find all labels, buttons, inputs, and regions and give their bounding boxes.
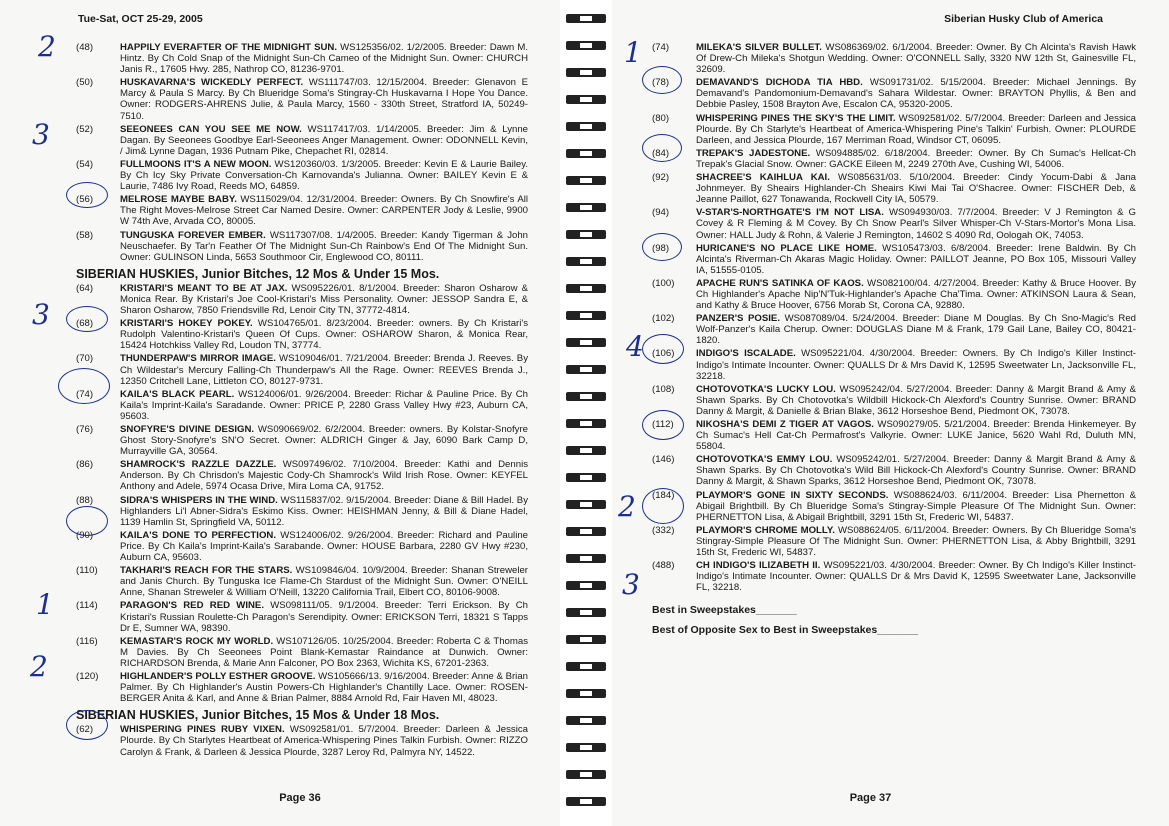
entry-text (696, 77, 1136, 110)
entry-text (120, 530, 528, 563)
binding-coil (566, 770, 606, 779)
binding-coil (566, 338, 606, 347)
dog-name: APACHE RUN'S SATINKA OF KAOS. (696, 277, 864, 289)
binding-coil (566, 122, 606, 131)
binding-coil (566, 743, 606, 752)
entry-text (696, 243, 1136, 276)
ink-circle (642, 488, 684, 524)
handwritten-mark: 3 (32, 298, 50, 331)
section-heading-15-18: SIBERIAN HUSKIES, Junior Bitches, 15 Mos & Under 18 Mos. (76, 708, 440, 723)
catalog-entry (652, 148, 1136, 170)
catalog-entry (652, 207, 1136, 240)
entry-details: WS097496/02. 7/10/2004. Breeder: Kathi and Dennis Anderson. By Ch Chrisdon's Majestic Cody-Ch Shamrock's Wild Irish Rose. Owner: KEYFEL Anthony and Adele, 5974 Ocasa Drive, Mira Loma CA, 91752. (120, 459, 528, 493)
entry-list-12-15 (76, 283, 528, 704)
entry-text (120, 724, 528, 757)
entry-text (120, 318, 528, 351)
entry-details: WS124006/02. 9/26/2004. Breeder: Richard and Pauline Price. By Ch Kaila's Imprint-Kaila's Sarabande. Owner: HOUSE Barbara, 2280 GV Hwy #230, Auburn CA, 95603. (120, 529, 528, 564)
entry-text (696, 490, 1136, 523)
entry-number: (184) (652, 489, 675, 501)
catalog-entry (76, 530, 528, 563)
spiral-binding (560, 0, 612, 826)
dog-name: PANZER'S POSIE. (696, 313, 780, 325)
entry-text (696, 313, 1136, 346)
entry-details: WS098111/05. 9/1/2004. Breeder: Terri Erickson. By Ch Kristari's Russian Roulette-Ch Paragon's Serendipity. Owner: ERICKSON Terri, 18321 S Tapps Dr E, Sumner WA, 98390. (120, 600, 528, 634)
entry-details: WS105666/13. 9/16/2004. Breeder: Anne & Brian Palmer. By Ch Highlander's Austin Powers-Ch Highlander's Chantilly Lace. Owner: ROSEN-BERGER Anita & Karl, and Anne & Brian Palmer, 8884 Arnold Rd, Fair Haven MI, 48023. (120, 670, 528, 705)
entry-details: WS092581/01. 5/7/2004. Breeder: Darleen & Jessica Plourde. By Ch Starlytes Heartbeat of America-Whispering Pines Talkin Furbish. Owner: RIZZO Carolyn & Frank, & Darleen & Jessica Plourde, 3287 Leroy Rd, Palmyra NY, 14522. (120, 724, 528, 758)
binding-coil (566, 419, 606, 428)
entry-text (696, 113, 1136, 146)
dog-name: PARAGON'S RED RED WINE. (120, 600, 264, 612)
entry-text (120, 459, 528, 492)
dog-name: PLAYMOR'S GONE IN SIXTY SECONDS. (696, 489, 889, 501)
entry-details: WS107126/05. 10/25/2004. Breeder: Roberta C & Thomas M Davies. By Ch Seeonees Point Blank-Kemastar Raindance at Dunwich. Owner: RICHARDSON Brenda, & Marie Ann Falconer, PO Box 2363, Wichita KS, 67201-2363. (120, 635, 528, 669)
handwritten-mark: 1 (624, 36, 642, 69)
binding-coil (566, 446, 606, 455)
entry-text (696, 560, 1136, 593)
entry-text (696, 454, 1136, 487)
entry-number: (116) (76, 635, 98, 647)
entry-number: (62) (76, 724, 94, 736)
binding-coil (566, 797, 606, 806)
catalog-entry (652, 278, 1136, 311)
binding-coil (566, 392, 606, 401)
dog-name: MILEKA'S SILVER BULLET. (696, 42, 822, 53)
entry-details: WS088624/03. 6/11/2004. Breeder: Lisa Phernetton & Abigail Brightbill. By Ch Blueridge Soma's Stingray-Simple Pleasure Of The Midnight Sun. Owner: PHERNETTON Lisa, & Abigail Brightbill, 3291 15th St, Frederic WI, 54837. (696, 489, 1136, 523)
dog-name: NIKOSHA'S DEMI Z TIGER AT VAGOS. (696, 419, 874, 430)
entry-details: WS082100/04. 4/27/2004. Breeder: Kathy & Bruce Hoover. By Ch Highlander's Apache Nip'N'Tuk-Highlander's Apache Cha'Tima. Owner: ATKINSON Laura & Sean, and Kathy & Bruce Hoover, 6756 Morab St, Corona CA, 92880. (696, 277, 1137, 312)
entry-details: WS090279/05. 5/21/2004. Breeder: Brenda Hinkemeyer. By Ch Sumac's Hell Cat-Ch Permafrost's Valkyrie. Owner: LUKE Janice, 5620 Wahl Rd, Duluth MN, 55804. (696, 419, 1136, 453)
entry-number: (52) (76, 123, 94, 135)
entry-number: (88) (76, 494, 94, 506)
entry-details: WS111747/03. 12/15/2004. Breeder: Glenavon E Marcy & Paula S Marcy. By Ch Blueridge Soma's Stingray-Ch Huskavarna I Hope You Dance. Owner: RODGERS-AHRENS Julie, & Paula Marcy, 1560 - 330th Street, Stratford IA, 50249-7510. (120, 77, 528, 122)
entry-text (120, 77, 528, 121)
entry-number: (74) (652, 42, 670, 53)
entry-number: (112) (652, 419, 674, 430)
dog-name: FULLMOONS IT'S A NEW MOON. (120, 158, 272, 170)
catalog-entry (652, 384, 1136, 417)
dog-name: TAKHARI'S REACH FOR THE STARS. (120, 565, 293, 577)
dog-name: THUNDERPAW'S MIRROR IMAGE. (120, 353, 276, 365)
handwritten-mark: 2 (30, 650, 48, 683)
entry-details: WS095221/03. 4/30/2004. Breeder: Owner. By Ch Indigo's Killer Instinct-Indigo's Intimate Incounter. Owner: QUALLS Dr & Mrs David K, 12595 Sweetwater Lane, Jacksonville FL, 32218. (696, 560, 1136, 594)
catalog-entry (76, 724, 528, 757)
catalog-entry (652, 560, 1136, 593)
catalog-entry (652, 77, 1136, 110)
catalog-page-right (612, 0, 1169, 826)
entry-text (120, 159, 528, 192)
catalog-entry (76, 600, 528, 633)
entry-text (696, 172, 1136, 205)
section-heading-12-15: SIBERIAN HUSKIES, Junior Bitches, 12 Mos & Under 15 Mos. (76, 266, 440, 281)
entry-number: (120) (76, 670, 99, 682)
catalog-entry (76, 318, 528, 351)
binding-coil (566, 716, 606, 725)
entry-text (120, 495, 528, 528)
entry-details: WS087089/04. 5/24/2004. Breeder: Diane M Douglas. By Ch Sno-Magic's Red Wolf-Panzer's Kaila Cherup. Owner: DOUGLAS Diane M & Frank, 179 Gail Lane, Bailey CO, 80421-1820. (696, 313, 1136, 347)
page-number-left: Page 36 (279, 792, 321, 804)
entry-text (696, 207, 1136, 240)
entry-details: WS109046/01. 7/21/2004. Breeder: Brenda J. Reeves. By Ch Wildestar's Mercury Falling-Ch Thunderpaw's All the Rage. Owner: REEVES Brenda J., 12350 Critchell Lane, Littleton CO, 80127-9731. (120, 353, 528, 387)
entry-number: (64) (76, 282, 94, 294)
binding-coil (566, 554, 606, 563)
entries-column-left (76, 42, 528, 760)
entry-text (696, 384, 1136, 417)
entry-details: WS095242/01. 5/27/2004. Breeder: Danny & Margit Brand & Amy & Shawn Sparks. By Ch Chotovotka's Wild Bill Hickock-Ch Alexford's Country Sunrise. Owner: BRAND Danny & Margit, & Shawn Sparks, 3612 Horseshoe Bend, Piedmont OK, 73078. (696, 454, 1137, 488)
best-in-sweepstakes-line: Best in Sweepstakes_______ (652, 604, 797, 617)
entry-text (120, 283, 528, 316)
entry-details: WS109846/04. 10/9/2004. Breeder: Shanan Streweler and Janis Church. By Tunguska Ice Flame-Ch Stardust of the Midnight Sun. Owner: O'NEILL Anne, Shanan Streweler & William O'Neill, 13220 California Trail, Elbert CO, 80106-9008. (120, 565, 528, 599)
entry-number: (94) (652, 207, 670, 219)
handwritten-mark: 1 (36, 588, 54, 621)
dog-name: SHACREE'S KAIHLUA KAI. (696, 172, 830, 184)
binding-coil (566, 14, 606, 23)
dog-name: KRISTARI'S MEANT TO BE AT JAX. (120, 282, 288, 294)
entry-details: WS090669/02. 6/2/2004. Breeder: owners. By Kolstar-Snofyre Ghost Story-Snofyre's SN'O Secret. Owner: ALDRICH Ginger & Jay, 6090 Bark Camp D, Murrayville GA, 30564. (120, 424, 528, 458)
entry-text (120, 424, 528, 457)
entry-text (120, 42, 528, 75)
binding-coil (566, 365, 606, 374)
handwritten-mark: 2 (38, 30, 56, 63)
ink-circle (66, 506, 108, 536)
entry-details: WS105473/03. 6/8/2004. Breeder: Irene Baldwin. By Ch Alcinta's Riverman-Ch Akaras Magic Holiday. Owner: PAILLOT Jeanne, PO Box 105, Missouri Valley IA, 51555-0105. (696, 242, 1137, 276)
catalog-page-left (0, 0, 560, 826)
handwritten-mark: 3 (32, 118, 50, 151)
ink-circle (642, 233, 682, 261)
dog-name: HIGHLANDER'S POLLY ESTHER GROOVE. (120, 670, 316, 682)
binding-coil (566, 176, 606, 185)
entry-number: (146) (652, 454, 675, 466)
dog-name: CHOTOVOTKA'S EMMY LOU. (696, 454, 833, 466)
page-header-date: Tue-Sat, OCT 25-29, 2005 (78, 13, 203, 25)
dog-name: SHAMROCK'S RAZZLE DAZZLE. (120, 459, 277, 471)
entry-details: WS092581/02. 5/7/2004. Breeder: Darleen and Jessica Plourde. By Ch Starlyte's Heartbeat of America-Whispering Pine's Talkin' Furbish. Owner: PLOURDE Darleen, and Jessica Plourde, 167 Merriman Road, Windsor CT, 06095. (696, 112, 1137, 146)
catalog-entry (652, 42, 1136, 75)
entry-number: (488) (652, 560, 675, 572)
dog-name: V-STAR'S-NORTHGATE'S I'M NOT LISA. (696, 207, 884, 219)
dog-name: KRISTARI'S HOKEY POKEY. (120, 318, 253, 330)
entry-text (120, 600, 528, 633)
entry-number: (100) (652, 277, 675, 289)
entry-text (120, 636, 528, 669)
entry-list-right (652, 42, 1136, 593)
catalog-entry (76, 353, 528, 386)
entry-number: (74) (76, 388, 94, 400)
binding-coil (566, 95, 606, 104)
catalog-entry (652, 454, 1136, 487)
binding-coil (566, 284, 606, 293)
entry-list-adult (76, 42, 528, 263)
entry-number: (76) (76, 424, 94, 435)
binding-coil (566, 689, 606, 698)
entry-details: WS115029/04. 12/31/2004. Breeder: Owners. By Ch Snowfire's All The Right Moves-Melrose Street Car Named Desire. Owner: CARPENTER Jody & Leslie, 9900 W 74th Ave, Arvada CO, 80005. (120, 194, 528, 228)
entry-details: WS115837/02. 9/15/2004. Breeder: Diane & Bill Hadel. By Highlanders Li'l Abner-Sidra's Eskimo Kiss. Owner: HEISHMAN Jenny, & Bill & Diane Hadel, 1139 Hamlin St, Springfield VA, 50112. (120, 494, 528, 528)
binding-coil (566, 608, 606, 617)
catalog-entry (76, 389, 528, 422)
entry-details: WS085631/03. 5/10/2004. Breeder: Cindy Yocum-Dabi & Jana Johnmeyer. By Sheairs Highlander-Ch Sheairs Kiwi Mai Tai O'Shacree. Owner: FISCHER Deb, & Jeanne Paillot, 627 Tonawanda, Rockwell City IA, 50579. (696, 172, 1136, 206)
catalog-entry (76, 230, 528, 263)
entry-details: WS125356/02. 1/2/2005. Breeder: Dawn M. Hintz. By Ch Cold Snap of the Midnight Sun-Ch Cameo of the Midnight Sun. Owner: CHURCH Janis R., 17605 Hwy. 285, Nathrop CO, 81236-9701. (120, 42, 528, 76)
entry-text (696, 525, 1136, 558)
catalog-entry (652, 348, 1136, 381)
dog-name: HUSKAVARNA'S WICKEDLY PERFECT. (120, 77, 304, 89)
catalog-entry (652, 243, 1136, 276)
dog-name: CHOTOVOTKA'S LUCKY LOU. (696, 383, 836, 395)
dog-name: WHISPERING PINES RUBY VIXEN. (120, 724, 285, 736)
dog-name: TUNGUSKA FOREVER EMBER. (120, 229, 266, 241)
ink-circle (66, 182, 108, 208)
dog-name: SEEONEES CAN YOU SEE ME NOW. (120, 123, 302, 135)
entry-details: WS094885/02. 6/18/2004. Breeder: Owner. By Ch Sumac's Hellcat-Ch Trepak's Glacial Snow. Owner: GACKE Eileen M, 2249 270th Ave, Cushing WI, 54006. (696, 147, 1136, 170)
ink-circle (58, 368, 110, 404)
entry-details: WS091731/02. 5/15/2004. Breeder: Michael Jennings. By Demavand's Pandomonium-Demavand's Sahara Wildestar. Owner: BRAYTON Phyllis, & Ben and Debbie Pasley, 1508 Brayton Ave, Escalon CA, 95320-2005. (696, 77, 1136, 111)
dog-name: INDIGO'S ISCALADE. (696, 348, 796, 360)
entry-number: (56) (76, 194, 94, 206)
binding-coil (566, 203, 606, 212)
entry-details: WS104765/01. 8/23/2004. Breeder: owners. By Ch Kristari's Rudolph Valentino-Kristari's Queen Of Cups. Owner: OSHAROW Sharon, & Monica Rear, 15424 Hotchkiss Valley Rd, Loudon TN, 37774. (120, 318, 528, 352)
entry-list-15-18 (76, 724, 528, 757)
dog-name: SIDRA'S WHISPERS IN THE WIND. (120, 494, 278, 506)
entry-details: WS124006/01. 9/26/2004. Breeder: Richar & Pauline Price. By Ch Kaila's Imprint-Kaila's Saradande. Owner: PRICE P, 2280 Grass Valley Hwy #23, Auburn CA, 95603. (120, 388, 528, 422)
entry-number: (110) (76, 565, 98, 577)
catalog-entry (76, 565, 528, 598)
binding-coil (566, 500, 606, 509)
entry-number: (332) (652, 524, 675, 536)
binding-coil (566, 311, 606, 320)
catalog-entry (76, 194, 528, 227)
ink-circle (642, 410, 684, 440)
dog-name: KAILA'S BLACK PEARL. (120, 388, 235, 400)
catalog-entry (76, 77, 528, 121)
handwritten-mark: 3 (622, 568, 640, 601)
dog-name: PLAYMOR'S CHROME MOLLY. (696, 524, 835, 536)
entry-text (120, 671, 528, 704)
binding-coil (566, 257, 606, 266)
binding-coil (566, 149, 606, 158)
entries-column-right (652, 42, 1136, 642)
entry-details: WS086369/02. 6/1/2004. Breeder: Owner. By Ch Alcinta's Ravish Hawk Of Drew-Ch Mileka's Shotgun Wedding. Owner: O'CONNELL Sally, 3320 NW 12th St, Gainesville FL, 32609. (696, 42, 1136, 76)
entry-number: (78) (652, 77, 670, 89)
catalog-entry (652, 419, 1136, 452)
dog-name: HURICANE'S NO PLACE LIKE HOME. (696, 242, 877, 254)
catalog-entry (76, 283, 528, 316)
binding-coil (566, 68, 606, 77)
catalog-entry (652, 172, 1136, 205)
catalog-entry (76, 159, 528, 192)
ink-circle (642, 134, 682, 162)
binding-coil (566, 581, 606, 590)
entry-text (120, 230, 528, 263)
handwritten-mark: 2 (618, 490, 636, 523)
entry-number: (86) (76, 459, 94, 471)
entry-details: WS117307/08. 1/4/2005. Breeder: Kandy Tigerman & John Neuschaefer. By Tar'n Feather Of The Midnight Sun-Ch Rainbow's End Of The Midnight Sun. Owner: GULINSON Linda, 5653 Southmoor Cir, Englewood CO, 80111. (120, 229, 528, 263)
dog-name: SNOFYRE'S DIVINE DESIGN. (120, 424, 255, 435)
binding-coil (566, 230, 606, 239)
binding-coil (566, 527, 606, 536)
catalog-entry (652, 313, 1136, 346)
catalog-entry (76, 495, 528, 528)
catalog-entry (76, 636, 528, 669)
entry-text (696, 348, 1136, 381)
dog-name: KAILA'S DONE TO PERFECTION. (120, 529, 277, 541)
ink-circle (66, 306, 108, 332)
page-number-right: Page 37 (849, 792, 892, 804)
entry-text (120, 124, 528, 157)
binding-coil (566, 473, 606, 482)
entry-number: (114) (76, 600, 98, 612)
dog-name: CH INDIGO'S ILIZABETH II. (696, 560, 821, 572)
entry-details: WS095242/04. 5/27/2004. Breeder: Danny & Margit Brand & Amy & Shawn Sparks. By Ch Chotovotka's Wildbill Hickock-Ch Alexford's Country Sunrise. Owner: BRAND Danny & Margit, & Danielle & Brian Blake, 3612 Horseshoe Bend, Piedmont OK, 73078. (696, 383, 1136, 417)
entry-number: (90) (76, 529, 94, 541)
entry-details: WS088624/05. 6/11/2004. Breeder: Owners. By Ch Blueridge Soma's Stingray-Simple Pleasure Of The Midnight Sun. Owner: PHERNETTON Lisa, & Abby Brightbill, 3291 15th St, Frederic WI, 54837. (696, 524, 1136, 559)
entry-text (696, 419, 1136, 452)
catalog-entry (652, 490, 1136, 523)
catalog-entry (76, 424, 528, 457)
best-opposite-sex-line: Best of Opposite Sex to Best in Sweepstakes_______ (652, 623, 919, 636)
ink-circle (642, 334, 684, 364)
catalog-entry (76, 42, 528, 75)
dog-name: MELROSE MAYBE BABY. (120, 194, 237, 206)
handwritten-mark: 4 (626, 330, 644, 363)
entry-number: (58) (76, 229, 94, 241)
catalog-entry (76, 459, 528, 492)
catalog-entry (652, 525, 1136, 558)
page-header-club: Siberian Husky Club of America (944, 13, 1103, 25)
entry-number: (106) (652, 348, 675, 360)
entry-text (696, 278, 1136, 311)
entry-number: (84) (652, 147, 670, 159)
entry-number: (92) (652, 172, 670, 184)
dog-name: HAPPILY EVERAFTER OF THE MIDNIGHT SUN. (120, 42, 338, 53)
entry-text (120, 353, 528, 386)
dog-name: DEMAVAND'S DICHODA TIA HBD. (696, 77, 863, 89)
entry-number: (48) (76, 42, 94, 53)
entry-details: WS120360/03. 1/3/2005. Breeder: Kevin E & Laurie Bailey. By Ch Icy Sky Private Conversation-Ch Karnovanda's Julianna. Owner: BAILEY Kevin E & Laurie, 7486 Ivy Road, Reeds MO, 64859. (120, 158, 528, 193)
binding-coil (566, 662, 606, 671)
dog-name: TREPAK'S JADESTONE. (696, 147, 811, 159)
catalog-entry (652, 113, 1136, 146)
entry-text (120, 389, 528, 422)
entry-number: (98) (652, 242, 670, 254)
entry-number: (70) (76, 353, 94, 365)
ink-circle (66, 710, 108, 740)
dog-name: WHISPERING PINES THE SKY'S THE LIMIT. (696, 112, 896, 124)
entry-details: WS117417/03. 1/14/2005. Breeder: Jim & Lynne Dagan. By Seeonees Goodbye Earl-Seeonees Anger Management. Owner: ODONNELL Kevin, / Jim& Lynne Dagan, 1936 Putnam Pike, Chepachet RI, 02814. (120, 123, 528, 157)
ink-circle (642, 66, 682, 94)
entry-number: (108) (652, 383, 675, 395)
entry-text (120, 194, 528, 227)
binding-coil (566, 41, 606, 50)
entry-number: (80) (652, 112, 670, 124)
catalog-entry (76, 124, 528, 157)
entry-details: WS094930/03. 7/7/2004. Breeder: V J Remington & G Covey & R Fleming & M Covey. By Ch Snow Pearl's Silver Whisper-Ch V-Stars-Mortor's Mona Lisa. Owner: HALL Judy & Rohn, & Valerie J Remington, 14602 S 4090 Rd, Oologah OK, 74053. (696, 207, 1136, 241)
entry-details: WS095226/01. 8/1/2004. Breeder: Sharon Osharow & Monica Rear. By Kristari's Joe Cool-Kristari's Miss Personality. Owner: JESSOP Sandra E, & Sharon Osharow, 7850 Friendsville Rd, Lenoir City TN, 37772-4814. (120, 282, 528, 317)
catalog-entry (76, 671, 528, 704)
entry-text (120, 565, 528, 598)
entry-number: (50) (76, 77, 94, 89)
dog-name: KEMASTAR'S ROCK MY WORLD. (120, 635, 274, 647)
entry-text (696, 42, 1136, 75)
entry-number: (102) (652, 313, 675, 325)
entry-number: (68) (76, 318, 94, 330)
binding-coil (566, 635, 606, 644)
entry-number: (54) (76, 158, 94, 170)
entry-text (696, 148, 1136, 170)
entry-details: WS095221/04. 4/30/2004. Breeder: Owners. By Ch Indigo's Killer Instinct-Indigo's Intimate Incounter. Owner: QUALLS Dr & Mrs David K, 12595 Sweetwater Ln, Jacksonville FL, 32218. (696, 348, 1136, 382)
